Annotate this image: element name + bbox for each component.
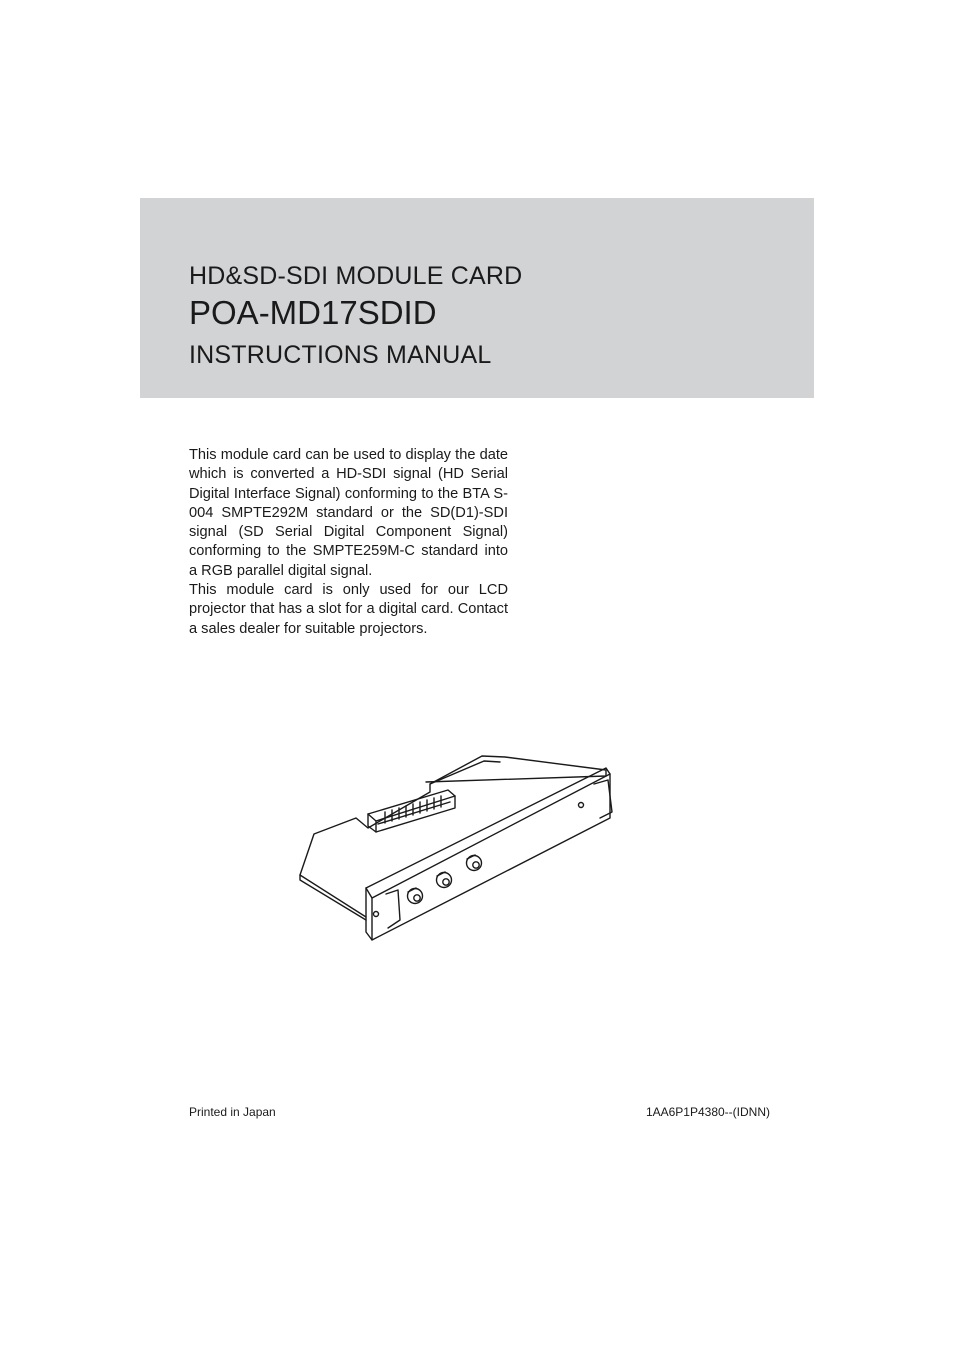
intro-paragraph-1: This module card can be used to display the date which is converted a HD-SDI signal (HD Serial Digital Interface Signal) conforming to the BTA S-004 SMPTE292M standard or the SD(D1)-SDI signal (SD Serial Digital Component Signal) conforming to the SMPTE259M-C standard into a RGB parallel digital signal. [189, 447, 508, 579]
edge-connector [368, 790, 455, 821]
bnc-connector-2 [437, 872, 452, 888]
product-subtitle: HD&SD-SDI MODULE CARD [189, 262, 523, 290]
board-edge [300, 875, 366, 920]
model-number: POA-MD17SDID [189, 294, 437, 331]
bnc-connector-1 [408, 888, 423, 904]
part-number: 1AA6P1P4380--(IDNN) [645, 1105, 770, 1119]
intro-text [189, 446, 508, 639]
front-bracket [366, 768, 610, 898]
left-handle [386, 890, 400, 928]
intro-paragraph-2: This module card is only used for our LCD projector that has a slot for a digital card. Contact a sales dealer for suitable projectors. [189, 582, 508, 637]
document-type: INSTRUCTIONS MANUAL [189, 341, 492, 369]
screw-hole-left [374, 912, 379, 917]
printed-in-label: Printed in Japan [189, 1105, 276, 1119]
bnc-connector-3 [467, 855, 482, 871]
module-card-illustration [290, 752, 620, 947]
screw-hole-right [579, 803, 584, 808]
title-band [140, 198, 814, 398]
